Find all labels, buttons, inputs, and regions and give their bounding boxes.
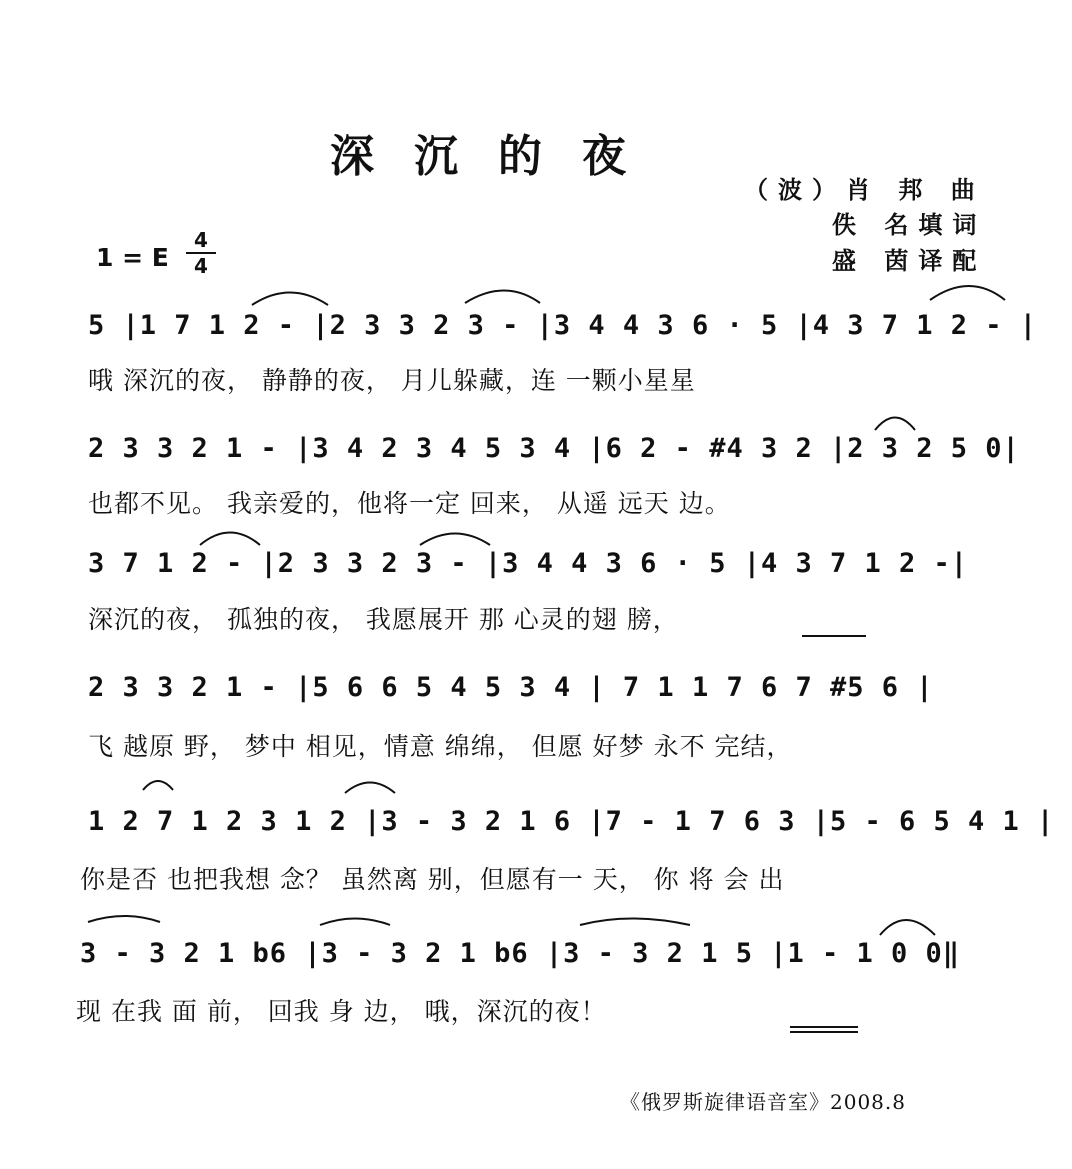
notation-row-5: 1 2 7 1 2 3 1 2 |3 - 3 2 1 6 |7 - 1 7 6 3 |5 - 6 5 4 1 |: [88, 806, 1055, 837]
composer-credit: （波）肖 邦 曲: [744, 175, 985, 204]
time-signature-top: 4: [194, 228, 208, 252]
lyrics-row-1: 哦 深沉的夜， 静静的夜， 月儿躲藏，连 一颗小星星: [88, 366, 696, 395]
notation-row-3: 3 7 1 2 - |2 3 3 2 3 - |3 4 4 3 6 · 5 |4 3 7 1 2 -|: [88, 548, 969, 579]
notation-row-6: 3 - 3 2 1 b6 |3 - 3 2 1 b6 |3 - 3 2 1 5 |1 - 1 0 0‖: [80, 938, 961, 969]
time-signature-bottom: 4: [194, 254, 208, 278]
key-signature: 1 = E: [96, 243, 169, 272]
lyrics-row-6: 现 在我 面 前， 回我 身 边， 哦，深沉的夜！: [76, 997, 607, 1026]
notation-row-1: 5 |1 7 1 2 - |2 3 3 2 3 - |3 4 4 3 6 · 5 |4 3 7 1 2 - |: [88, 310, 1038, 341]
lyrics-row-3: 深沉的夜， 孤独的夜， 我愿展开 那 心灵的翅 膀，: [88, 605, 679, 634]
translator-credit: 盛 茵译配: [832, 246, 987, 275]
lyrics-row-4: 飞 越原 野， 梦中 相见，情意 绵绵， 但愿 好梦 永不 完结，: [88, 732, 793, 761]
notation-row-4: 2 3 3 2 1 - |5 6 6 5 4 5 3 4 | 7 1 1 7 6 7 #5 6 |: [88, 672, 934, 703]
source-footer: 《俄罗斯旋律语音室》2008.8: [620, 1090, 906, 1114]
notation-row-2: 2 3 3 2 1 - |3 4 2 3 4 5 3 4 |6 2 - #4 3 2 |2 3 2 5 0|: [88, 433, 1020, 464]
lyricist-credit: 佚 名填词: [832, 210, 987, 239]
song-title: 深沉的夜: [330, 131, 666, 182]
lyrics-row-2: 也都不见。 我亲爱的，他将一定 回来， 从遥 远天 边。: [88, 489, 731, 518]
lyrics-row-5: 你是否 也把我想 念？ 虽然离 别，但愿有一 天， 你 将 会 出: [80, 865, 785, 894]
